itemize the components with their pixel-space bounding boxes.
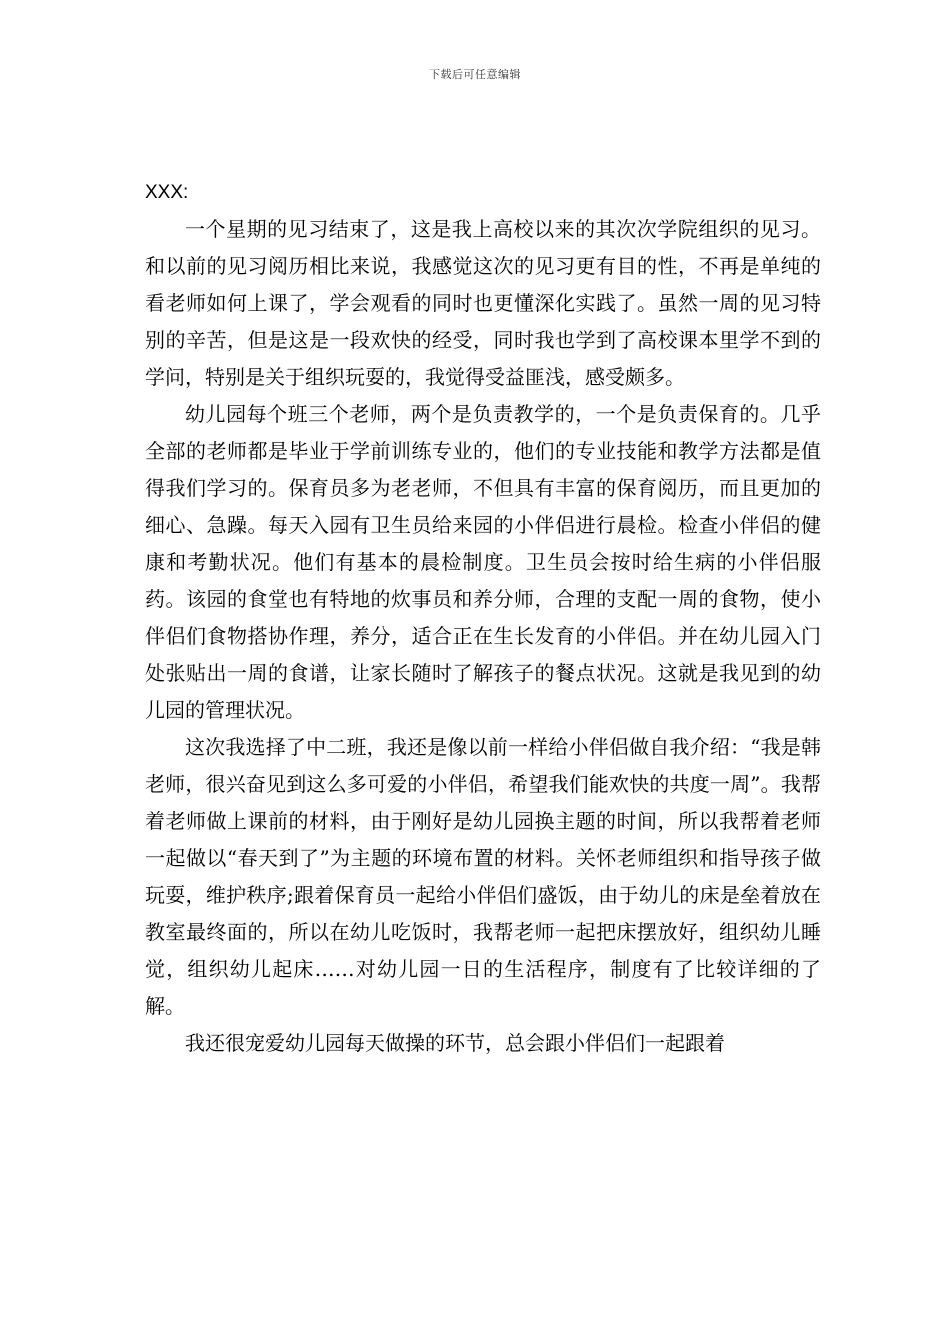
salutation: XXX: bbox=[145, 182, 189, 203]
paragraph-4: 我还很宠爱幼儿园每天做操的环节，总会跟小伴侣们一起跟着 bbox=[185, 1031, 725, 1055]
document-body bbox=[145, 182, 821, 1062]
paragraph-2: 幼儿园每个班三个老师，两个是负责教学的，一个是负责保育的。几乎全部的老师都是毕业于学前训练专业的，他们的专业技能和教学方法都是值得我们学习的。保育员多为老老师，不但具有丰富的保育阅历，而且更加的细心、急躁。每天入园有卫生员给来园的小伴侣进行晨检。检查小伴侣的健康和考勤状况。他们有基本的晨检制度。卫生员会按时给生病的小伴侣服药。该园的食堂也有特地的炊事员和养分师，合理的支配一周的食物，使小伴侣们食物搭协作理，养分，适合正在生长发育的小伴侣。并在幼儿园入门处张贴出一周的食谱，让家长随时了解孩子的餐点状况。这就是我见到的幼儿园的管理状况。 bbox=[145, 402, 821, 722]
paragraph-3: 这次我选择了中二班，我还是像以前一样给小伴侣做自我介绍：“我是韩老师，很兴奋见到这么多可爱的小伴侣，希望我们能欢快的共度一周”。我帮着老师做上课前的材料，由于刚好是幼儿园换主题的时间，所以我帮着老师一起做以“春天到了”为主题的环境布置的材料。关怀老师组织和指导孩子做玩耍，维护秩序;跟着保育员一起给小伴侣们盛饭，由于幼儿的床是垒着放在教室最终面的，所以在幼儿吃饭时，我帮老师一起把床摆放好，组织幼儿睡觉，组织幼儿起床……对幼儿园一日的生活程序，制度有了比较详细的了解。 bbox=[145, 735, 821, 1018]
paragraph-1: 一个星期的见习结束了，这是我上高校以来的其次次学院组织的见习。和以前的见习阅历相比来说，我感觉这次的见习更有目的性，不再是单纯的看老师如何上课了，学会观看的同时也更懂深化实践了。虽然一周的见习特别的辛苦，但是这是一段欢快的经受，同时我也学到了高校课本里学不到的学问，特别是关于组织玩耍的，我觉得受益匪浅，感受颇多。 bbox=[145, 217, 821, 389]
page-header-note: 下载后可任意编辑 bbox=[429, 68, 521, 81]
